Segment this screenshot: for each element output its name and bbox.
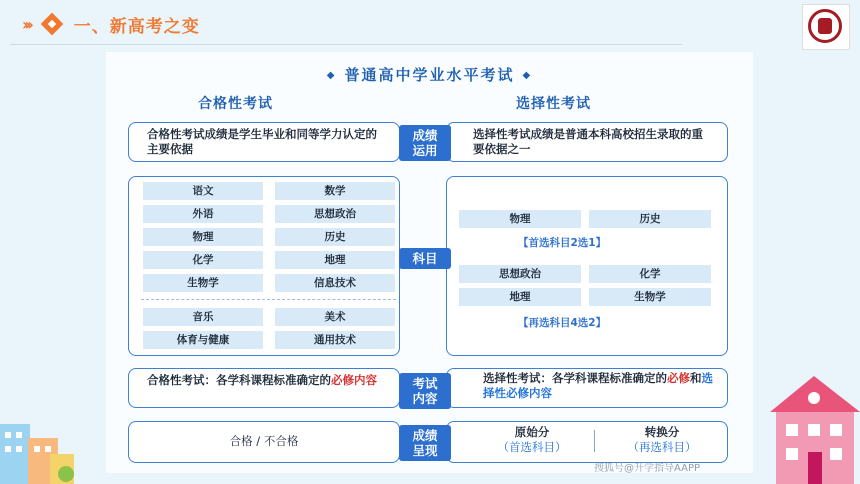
- subject-cell: 生物学: [143, 274, 263, 292]
- second-choice-cell: 化学: [589, 265, 711, 283]
- usage-right-box: [446, 122, 728, 162]
- subject-cell: 音乐: [143, 308, 263, 326]
- comparison-panel: [106, 52, 753, 473]
- double-chevron-icon: ›››: [22, 14, 30, 34]
- second-choice-note: 【再选科目4选2】: [518, 317, 607, 329]
- subject-cell: 物理: [143, 228, 263, 246]
- building-illustration-left: [0, 404, 74, 484]
- left-heading: 合格性考试: [198, 96, 273, 112]
- subject-cell: 外语: [143, 205, 263, 223]
- content-left-box: [128, 368, 400, 408]
- score-left-text: 合格 / 不合格: [229, 434, 299, 448]
- first-choice-note: 【首选科目2选1】: [518, 237, 607, 249]
- converted-score-label: 转换分 （再选科目）: [627, 425, 697, 454]
- score-right-box: [446, 421, 728, 463]
- subject-cell: 地理: [275, 251, 395, 269]
- usage-tag: 成绩运用: [399, 125, 451, 161]
- score-tag: 成绩呈现: [399, 425, 451, 461]
- second-choice-cell: 生物学: [589, 288, 711, 306]
- raw-score-label: 原始分 （首选科目）: [497, 425, 567, 454]
- subject-cell: 通用技术: [275, 331, 395, 349]
- subject-cell: 语文: [143, 182, 263, 200]
- usage-left-text: 合格性考试成绩是学生毕业和同等学力认定的主要依据: [147, 127, 377, 156]
- subject-cell: 体育与健康: [143, 331, 263, 349]
- subject-cell: 化学: [143, 251, 263, 269]
- building-illustration-right: [770, 372, 860, 484]
- content-right-text: 选择性考试：各学科课程标准确定的必修和选择性必修内容: [483, 371, 713, 400]
- usage-right-text: 选择性考试成绩是普通本科高校招生录取的重要依据之一: [473, 127, 703, 156]
- subjects-tag: 科目: [399, 248, 451, 269]
- usage-left-box: [128, 122, 400, 162]
- second-choice-cell: 地理: [459, 288, 581, 306]
- subjects-divider: [141, 299, 396, 300]
- subject-cell: 历史: [275, 228, 395, 246]
- watermark: 搜狐号@升学指导AAPP: [594, 463, 701, 474]
- main-title: ◆ 普通高中学业水平考试 ◆: [326, 66, 533, 84]
- slide-title: 一、新高考之变: [73, 16, 200, 37]
- header-divider: [10, 44, 682, 45]
- score-left-box: [128, 421, 400, 463]
- diamond-icon: [40, 13, 63, 36]
- second-choice-cell: 思想政治: [459, 265, 581, 283]
- subject-cell: 数学: [275, 182, 395, 200]
- slide-header: [22, 10, 200, 38]
- subject-cell: 美术: [275, 308, 395, 326]
- content-left-text: 合格性考试：各学科课程标准确定的必修内容: [147, 373, 377, 387]
- first-choice-cell: 历史: [589, 210, 711, 228]
- school-logo: [802, 4, 850, 50]
- subject-cell: 思想政治: [275, 205, 395, 223]
- content-tag: 考试内容: [399, 373, 451, 409]
- first-choice-cell: 物理: [459, 210, 581, 228]
- right-heading: 选择性考试: [516, 96, 591, 112]
- score-divider: [594, 430, 595, 452]
- content-right-box: [446, 368, 728, 408]
- subject-cell: 信息技术: [275, 274, 395, 292]
